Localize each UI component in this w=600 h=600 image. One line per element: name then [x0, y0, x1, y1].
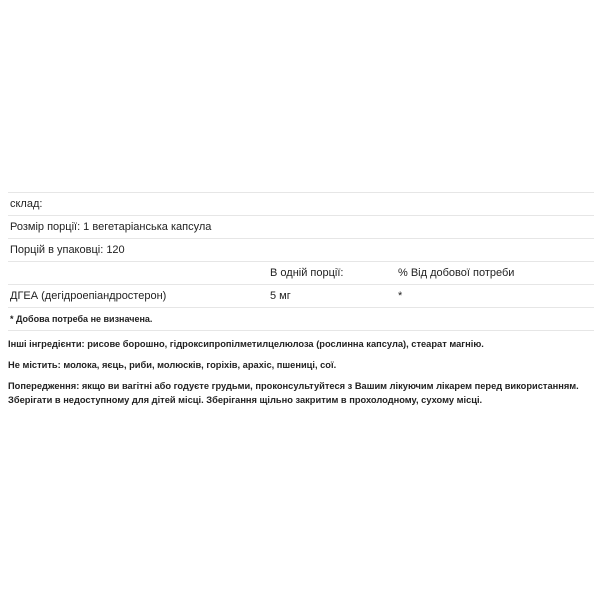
product-notes: [8, 337, 594, 414]
ingredient-daily-value: *: [398, 290, 403, 302]
daily-value-header: % Від добової потреби: [398, 267, 515, 279]
table-row: [8, 284, 594, 307]
table-title-row: [8, 192, 594, 215]
serving-size-row: [8, 215, 594, 238]
supplement-facts-table: [8, 192, 594, 331]
warning: Попередження: якщо ви вагітні або годуєте грудьми, проконсультуйтеся з Вашим лікуючим лікарем перед використанням. Зберігати в недоступному для дітей місці. Зберігання щільно закритим в прохолодному, сухому місці.: [8, 381, 579, 405]
footnote-row: [8, 307, 594, 331]
ingredient-amount: 5 мг: [270, 290, 291, 302]
per-serving-header: В одній порції:: [270, 267, 344, 279]
table-header-row: [8, 261, 594, 284]
other-ingredients: Інші інгредієнти: рисове борошно, гідроксипропілметилцелюлоза (рослинна капсула), стеарат магнію.: [8, 339, 484, 349]
servings-per-container-row: [8, 238, 594, 261]
servings-per-container: Порцій в упаковці: 120: [10, 244, 125, 256]
ingredient-name: ДГЕА (дегідроепіандростерон): [10, 290, 167, 302]
footnote: * Добова потреба не визначена.: [10, 314, 153, 324]
serving-size: Розмір порції: 1 вегетаріанська капсула: [10, 221, 212, 233]
allergen-free: Не містить: молока, яєць, риби, молюсків, горіхів, арахіс, пшениці, сої.: [8, 360, 337, 370]
table-title: склад:: [10, 198, 43, 210]
